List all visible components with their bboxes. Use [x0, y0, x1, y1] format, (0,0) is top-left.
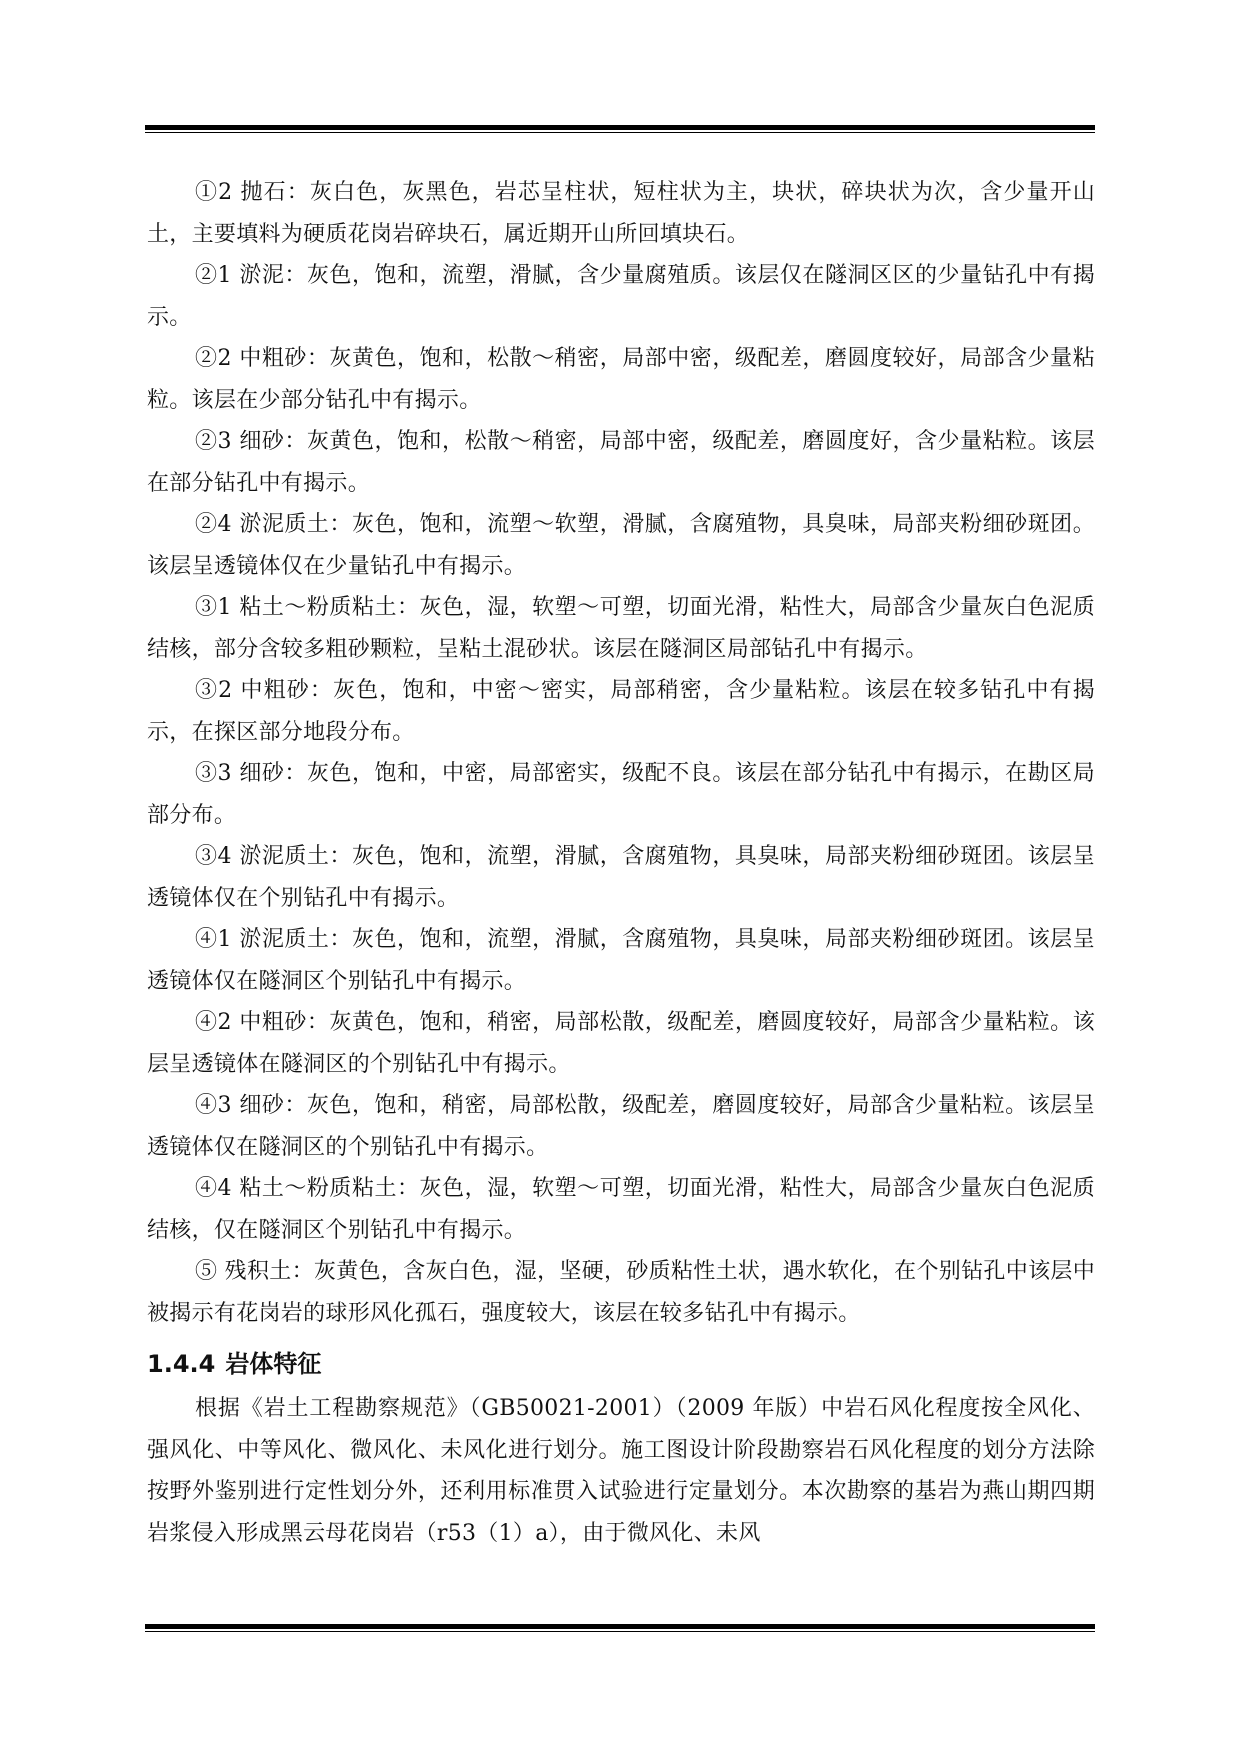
layer-paragraph: ③3 细砂：灰色，饱和，中密，局部密实，级配不良。该层在部分钻孔中有揭示，在勘区局部分布。 — [147, 761, 1095, 828]
layer-paragraph: ③1 粘土～粉质粘土：灰色，湿，软塑～可塑，切面光滑，粘性大，局部含少量灰白色泥质结核，部分含较多粗砂颗粒，呈粘土混砂状。该层在隧洞区局部钻孔中有揭示。 — [147, 595, 1095, 662]
layer-paragraph: ④3 细砂：灰色，饱和，稍密，局部松散，级配差，磨圆度较好，局部含少量粘粒。该层呈透镜体仅在隧洞区的个别钻孔中有揭示。 — [147, 1093, 1095, 1160]
layer-paragraph: ②4 淤泥质土：灰色，饱和，流塑～软塑，滑腻，含腐殖物，具臭味，局部夹粉细砂斑团。该层呈透镜体仅在少量钻孔中有揭示。 — [147, 512, 1095, 579]
section-heading — [147, 1344, 1095, 1384]
layer-paragraph: ④1 淤泥质土：灰色，饱和，流塑，滑腻，含腐殖物，具臭味，局部夹粉细砂斑团。该层呈透镜体仅在隧洞区个别钻孔中有揭示。 — [147, 927, 1095, 994]
layer-paragraph: ④2 中粗砂：灰黄色，饱和，稍密，局部松散，级配差，磨圆度较好，局部含少量粘粒。该层呈透镜体在隧洞区的个别钻孔中有揭示。 — [147, 1010, 1095, 1077]
layer-paragraph: ②1 淤泥：灰色，饱和，流塑，滑腻，含少量腐殖质。该层仅在隧洞区区的少量钻孔中有揭示。 — [147, 263, 1095, 330]
layer-paragraph: ④4 粘土～粉质粘土：灰色，湿，软塑～可塑，切面光滑，粘性大，局部含少量灰白色泥质结核，仅在隧洞区个别钻孔中有揭示。 — [147, 1176, 1095, 1243]
section-title: 岩体特征 — [225, 1350, 322, 1378]
layer-paragraph: ①2 抛石：灰白色，灰黑色，岩芯呈柱状，短柱状为主，块状，碎块状为次，含少量开山土，主要填料为硬质花岗岩碎块石，属近期开山所回填块石。 — [147, 180, 1095, 247]
section-number: 1.4.4 — [147, 1350, 216, 1378]
layer-paragraph: ②3 细砂：灰黄色，饱和，松散～稍密，局部中密，级配差，磨圆度好，含少量粘粒。该层在部分钻孔中有揭示。 — [147, 429, 1095, 496]
layer-paragraph: ②2 中粗砂：灰黄色，饱和，松散～稍密，局部中密，级配差，磨圆度较好，局部含少量粘粒。该层在少部分钻孔中有揭示。 — [147, 346, 1095, 413]
header-rule — [145, 125, 1095, 133]
footer-rule — [145, 1624, 1095, 1632]
layer-paragraph: ③4 淤泥质土：灰色，饱和，流塑，滑腻，含腐殖物，具臭味，局部夹粉细砂斑团。该层呈透镜体仅在个别钻孔中有揭示。 — [147, 844, 1095, 911]
section-paragraph: 根据《岩土工程勘察规范》（GB50021-2001）（2009 年版）中岩石风化程度按全风化、强风化、中等风化、微风化、未风化进行划分。施工图设计阶段勘察岩石风化程度的划分方法除按野外鉴别进行定性划分外，还利用标准贯入试验进行定量划分。本次勘察的基岩为燕山期四期岩浆侵入形成黑云母花岗岩（r53（1）a），由于微风化、未风 — [147, 1396, 1095, 1546]
document-body — [147, 172, 1095, 1554]
layer-paragraph: ⑤ 残积土：灰黄色，含灰白色，湿，坚硬，砂质粘性土状，遇水软化，在个别钻孔中该层中被揭示有花岗岩的球形风化孤石，强度较大，该层在较多钻孔中有揭示。 — [147, 1259, 1095, 1326]
layer-paragraph: ③2 中粗砂：灰色，饱和，中密～密实，局部稍密，含少量粘粒。该层在较多钻孔中有揭示，在探区部分地段分布。 — [147, 678, 1095, 745]
